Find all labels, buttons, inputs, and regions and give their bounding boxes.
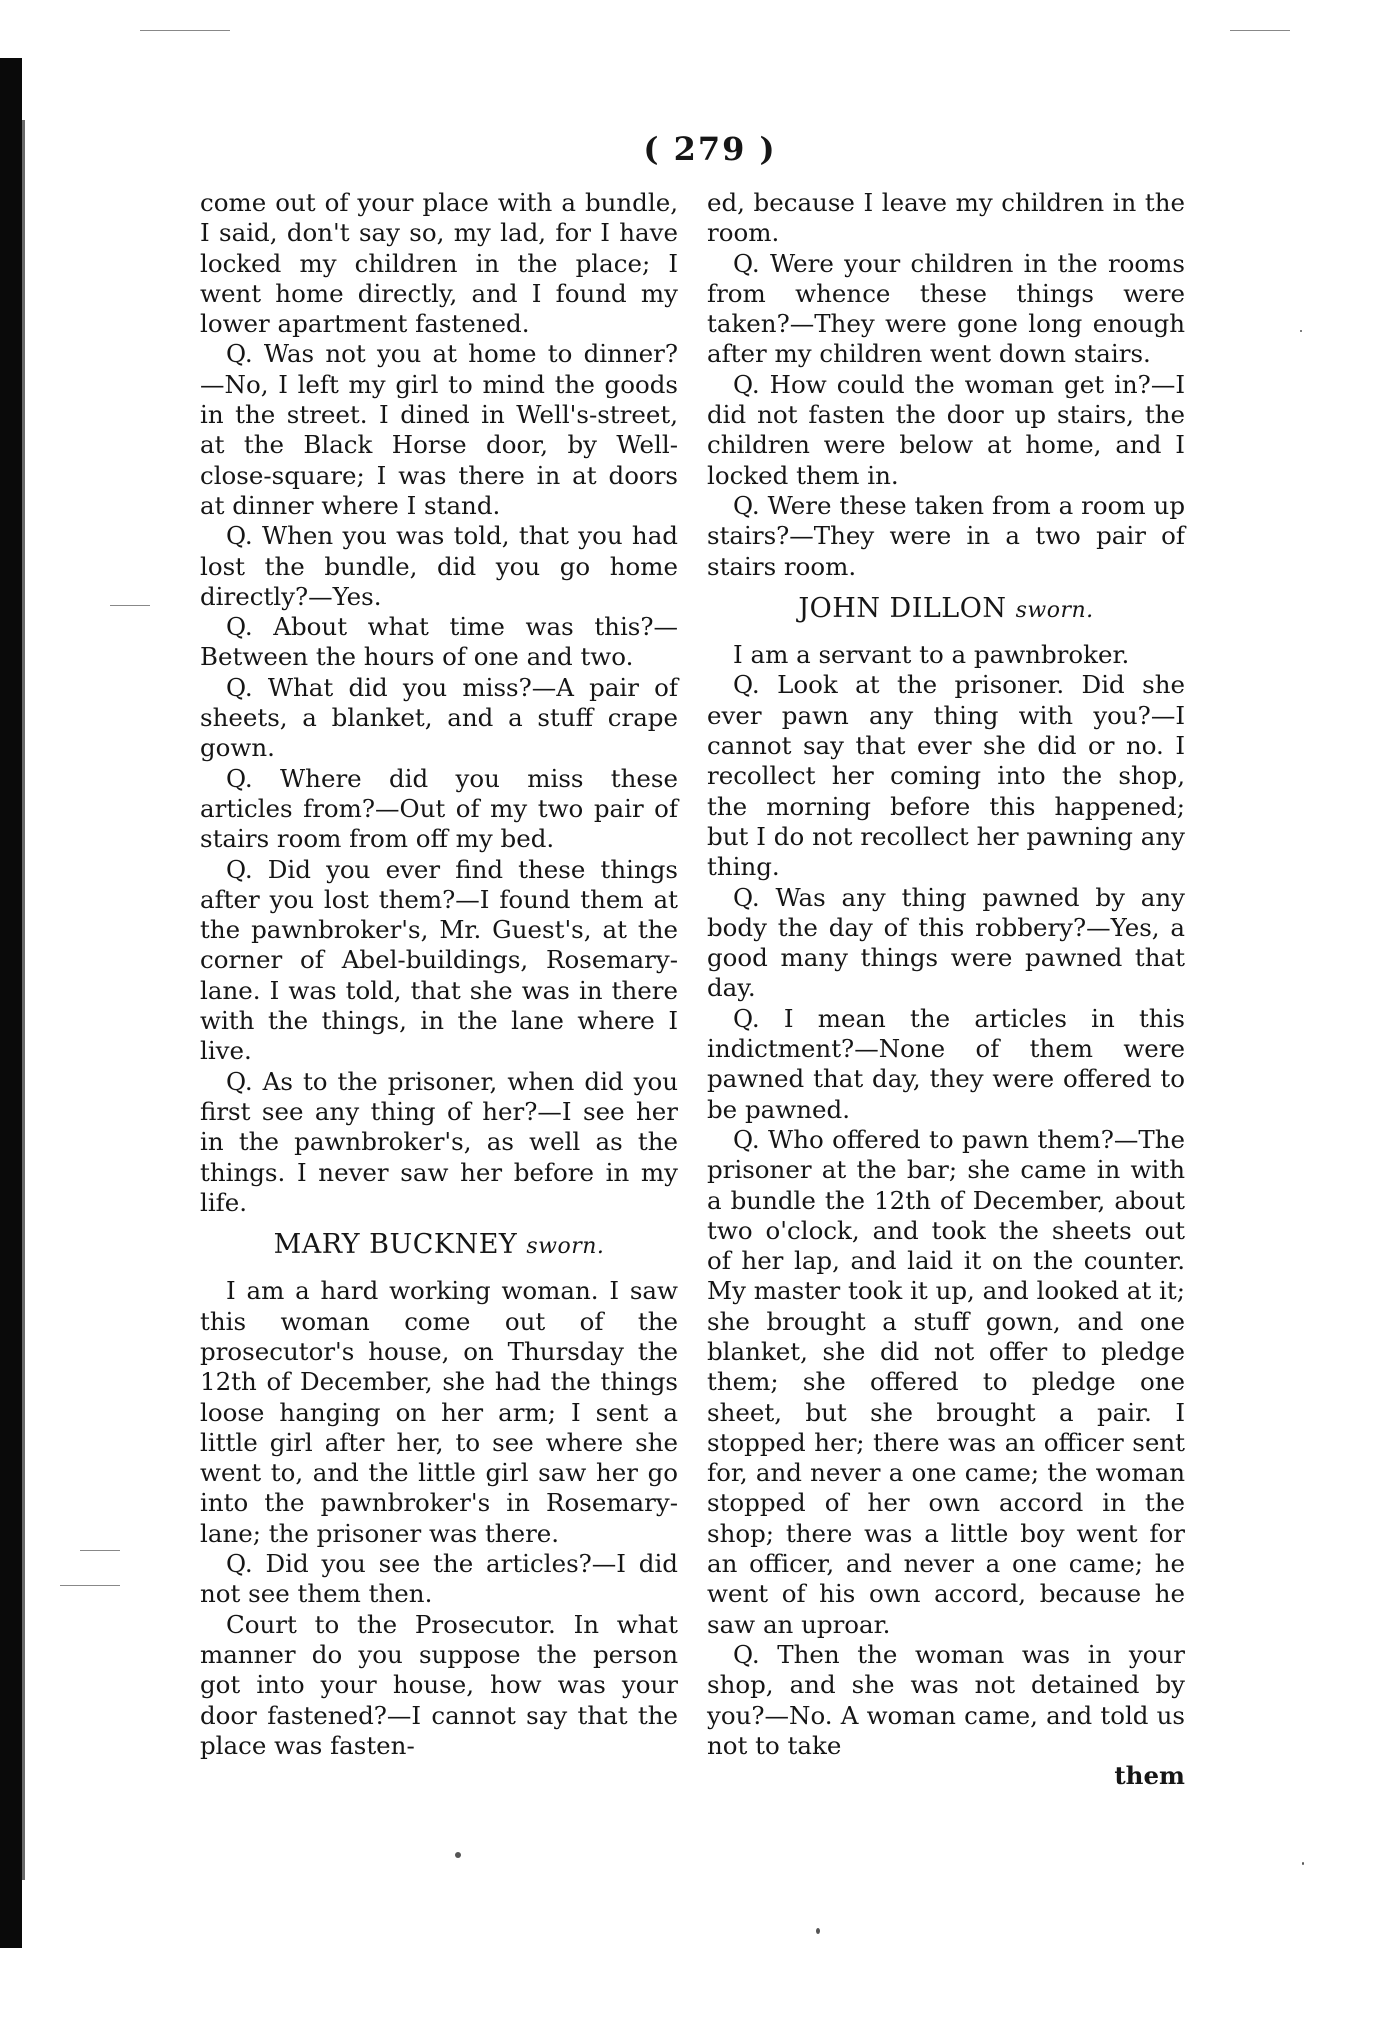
testimony-paragraph: Q. Where did you miss these articles from?—Out of my two pair of stairs room from off my bed. [200,763,678,854]
sworn-label: sworn. [526,1234,605,1260]
testimony-paragraph: I am a servant to a pawnbroker. [733,640,1130,670]
margin-dash [140,30,230,31]
testimony-paragraph: Q. Were your children in the rooms from whence these things were taken?—They were gone long enough after my children went down stairs. [707,248,1185,369]
testimony-paragraph: Q. What did you miss?—A pair of sheets, a blanket, and a stuff crape gown. [200,672,678,763]
testimony-paragraph: Q. I mean the articles in this indictment?—None of them were pawned that day, they were offered to be pawned. [707,1003,1185,1124]
testimony-paragraph: Q. Look at the prisoner. Did she ever pawn any thing with you?—I cannot say that ever she did or no. I recollect her coming into the shop, the morning before this happened; but I do not recollect her pawning any thing. [707,670,1185,882]
margin-dash [60,1585,120,1586]
binding-spine [0,58,22,1948]
binding-edge [22,120,25,1880]
margin-dash [80,1550,120,1551]
testimony-paragraph: Q. Did you see the articles?—I did not see them then. [200,1549,678,1609]
margin-dash [110,605,150,606]
testimony-paragraph: Q. Then the woman was in your shop, and she was not detained by you?—No. A woman came, and told us not to take [707,1639,1185,1760]
testimony-paragraph: Q. How could the woman get in?—I did not fasten the door up stairs, the children were below at home, and I locked them in. [707,369,1185,490]
witness-heading [200,1230,678,1262]
testimony-paragraph: ed, because I leave my children in the room. [707,188,1185,248]
testimony-paragraph: I am a hard working woman. I saw this woman come out of the prosecutor's house, on Thursday the 12th of December, she had the things loose hanging on her arm; I sent a little girl after her, to see where she went to, and the little girl saw her go into the pawnbroker's in Rosemary-lane; the prisoner was there. [200,1276,678,1548]
sworn-label: sworn. [1015,597,1094,623]
testimony-paragraph: Court to the Prosecutor. In what manner do you suppose the person got into your house, how was your door fastened?—I cannot say that the place was fasten- [200,1609,678,1760]
testimony-paragraph: Q. As to the prisoner, when did you first see any thing of her?—I see her in the pawnbroker's, as well as the things. I never saw her before in my life. [200,1066,678,1217]
scan-speck [816,1928,820,1934]
left-column [200,188,678,1761]
margin-dash [1230,30,1290,31]
catchword: them [1114,1761,1185,1791]
right-column [707,188,1185,1791]
testimony-paragraph: Q. When you was told, that you had lost the bundle, did you go home directly?—Yes. [200,521,678,611]
testimony-paragraph: come out of your place with a bundle, I said, don't say so, my lad, for I have locked my children in the place; I went home directly, and I found my lower apartment fastened. [200,188,678,339]
scan-speck [1300,330,1302,332]
scan-speck [1302,1862,1304,1865]
witness-name: MARY BUCKNEY [273,1229,518,1261]
scan-speck [455,1852,461,1858]
page-header: ( 279 ) [643,130,777,168]
testimony-paragraph: Q. Was any thing pawned by any body the day of this robbery?—Yes, a good many things were pawned that day. [707,882,1185,1003]
testimony-paragraph: Q. Who offered to pawn them?—The prisoner at the bar; she came in with a bundle the 12th of December, about two o'clock, and took the sheets out of her lap, and laid it on the counter. My master took it up, and looked at it; she brought a stuff gown, and one blanket, she did not offer to pledge them; she offered to pledge one sheet, but she brought a pair. I stopped her; there was an officer sent for, and never a one came; the woman stopped of her own accord in the shop; there was a little boy went for an officer, and never a one came; he went of his own accord, because he saw an uproar. [707,1124,1185,1639]
witness-name: JOHN DILLON [798,592,1007,624]
witness-heading [707,594,1185,626]
testimony-paragraph: Q. Were these taken from a room up stairs?—They were in a two pair of stairs room. [707,490,1185,581]
testimony-paragraph: Q. About what time was this?—Between the hours of one and two. [200,612,678,672]
testimony-paragraph: Q. Was not you at home to dinner?—No, I left my girl to mind the goods in the street. I dined in Well's-street, at the Black Horse door, by Well-close-square; I was there in at doors at dinner where I stand. [200,339,678,520]
testimony-paragraph: Q. Did you ever find these things after you lost them?—I found them at the pawnbroker's, Mr. Guest's, at the corner of Abel-buildings, Rosemary-lane. I was told, that she was in there with the things, in the lane where I live. [200,854,678,1066]
